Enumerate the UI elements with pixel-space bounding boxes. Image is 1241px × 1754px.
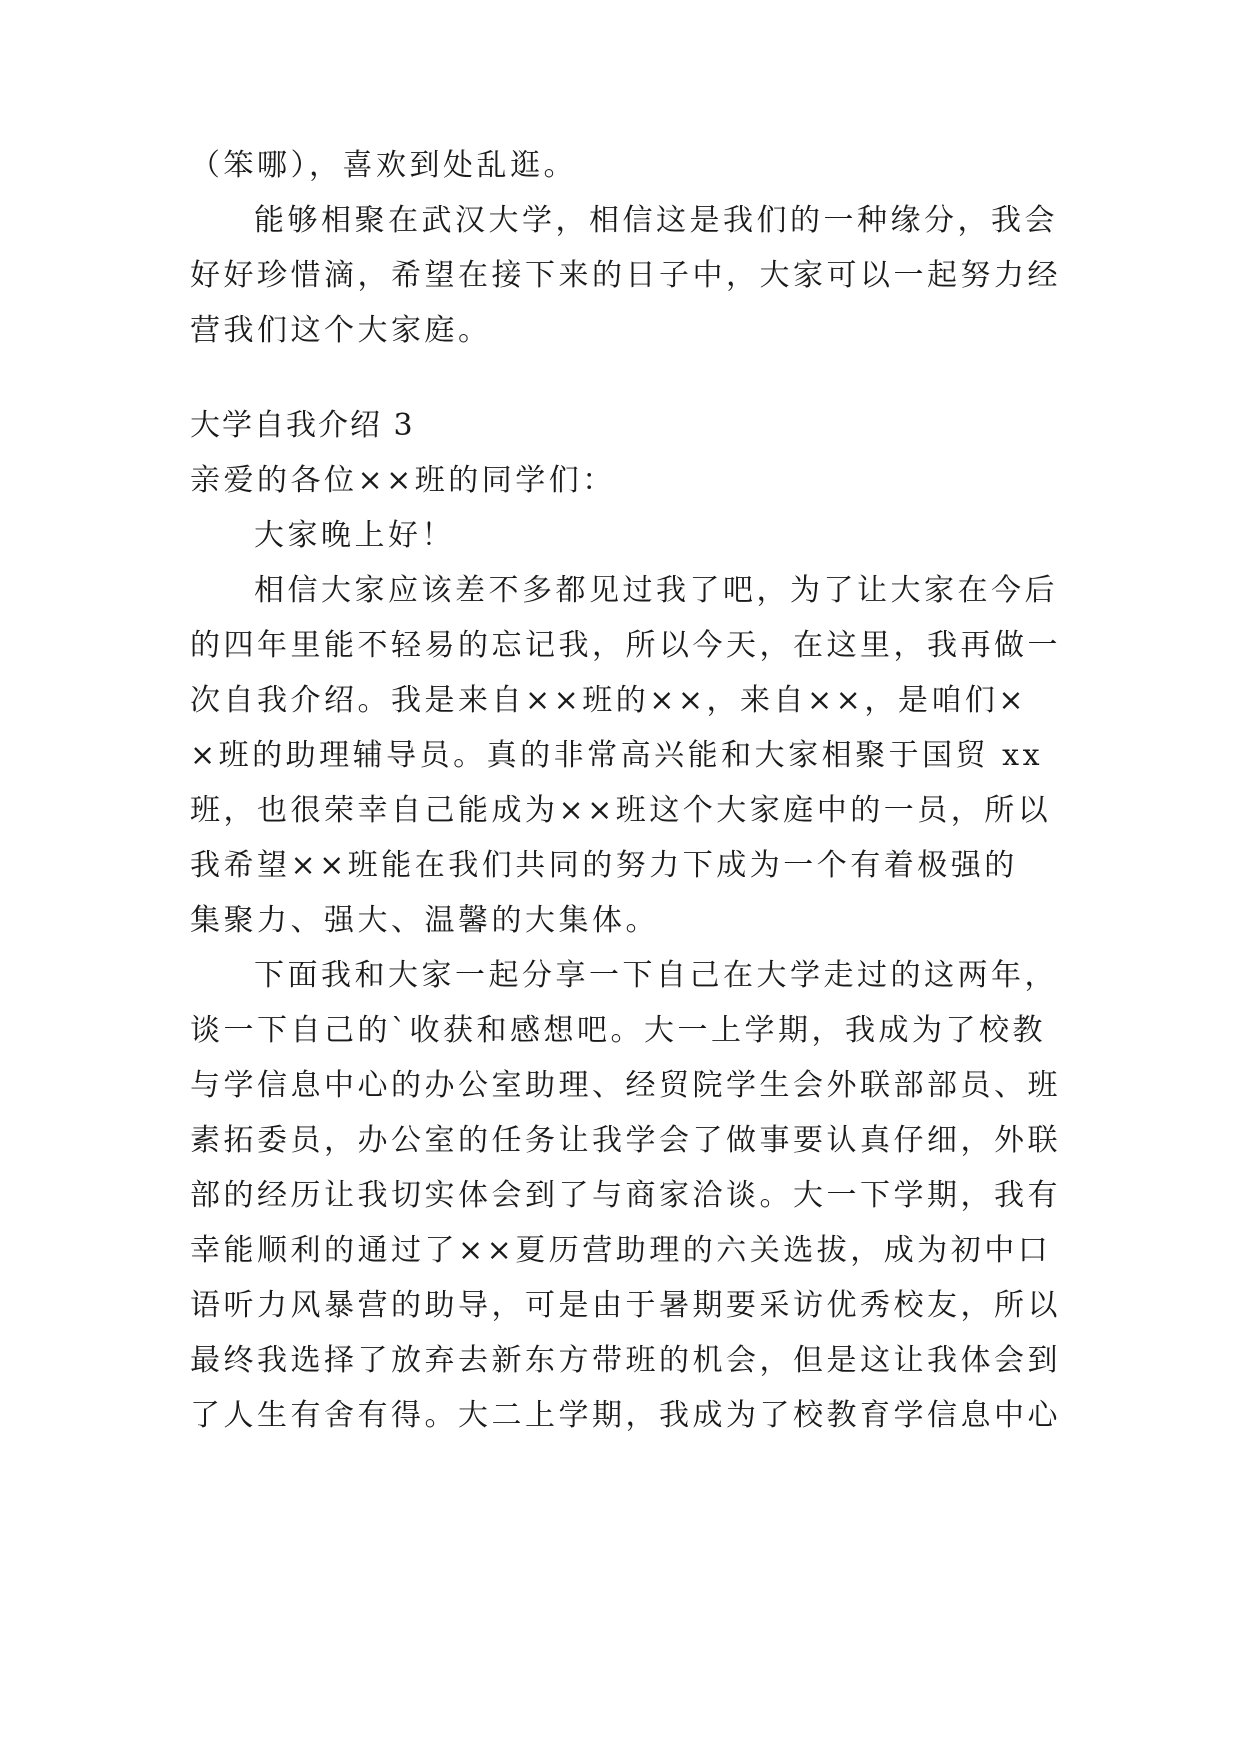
- greeting: 大家晚上好！: [254, 518, 455, 553]
- text-line: 了人生有舍有得。大二上学期，我成为了校教育学信息中心: [190, 1398, 1061, 1433]
- text-line: 好好珍惜滴，希望在接下来的日子中，大家可以一起努力经: [190, 258, 1061, 293]
- text-line: 我希望××班能在我们共同的努力下成为一个有着极强的: [190, 848, 1018, 883]
- salutation: 亲爱的各位××班的同学们：: [190, 463, 616, 498]
- text-line: 谈一下自己的`收获和感想吧。大一上学期，我成为了校教: [190, 1013, 1046, 1048]
- text-line: 集聚力、强大、温馨的大集体。: [190, 903, 659, 938]
- text-line: （笨哪），喜欢到处乱逛。: [190, 148, 577, 183]
- section-heading: 大学自我介绍 3: [190, 408, 415, 443]
- text-line: 班，也很荣幸自己能成为××班这个大家庭中的一员，所以: [190, 793, 1052, 828]
- text-line: 次自我介绍。我是来自××班的××，来自××，是咱们×: [190, 683, 1027, 718]
- paragraph-first-line: 下面我和大家一起分享一下自己在大学走过的这两年，: [254, 958, 1058, 993]
- text-line: 幸能顺利的通过了××夏历营助理的六关选拔，成为初中口: [190, 1233, 1052, 1268]
- text-line: 语听力风暴营的助导，可是由于暑期要采访优秀校友，所以: [190, 1288, 1061, 1323]
- text-line: 最终我选择了放弃去新东方带班的机会，但是这让我体会到: [190, 1343, 1061, 1378]
- text-line: 与学信息中心的办公室助理、经贸院学生会外联部部员、班: [190, 1068, 1061, 1103]
- text-line: 部的经历让我切实体会到了与商家洽谈。大一下学期，我有: [190, 1178, 1061, 1213]
- text-line: 营我们这个大家庭。: [190, 313, 492, 348]
- paragraph-first-line: 能够相聚在武汉大学，相信这是我们的一种缘分，我会: [254, 203, 1058, 238]
- paragraph-first-line: 相信大家应该差不多都见过我了吧，为了让大家在今后: [254, 573, 1058, 608]
- text-line: 的四年里能不轻易的忘记我，所以今天，在这里，我再做一: [190, 628, 1061, 663]
- text-line: 素拓委员，办公室的任务让我学会了做事要认真仔细，外联: [190, 1123, 1061, 1158]
- text-line: ×班的助理辅导员。真的非常高兴能和大家相聚于国贸 xx: [190, 738, 1044, 773]
